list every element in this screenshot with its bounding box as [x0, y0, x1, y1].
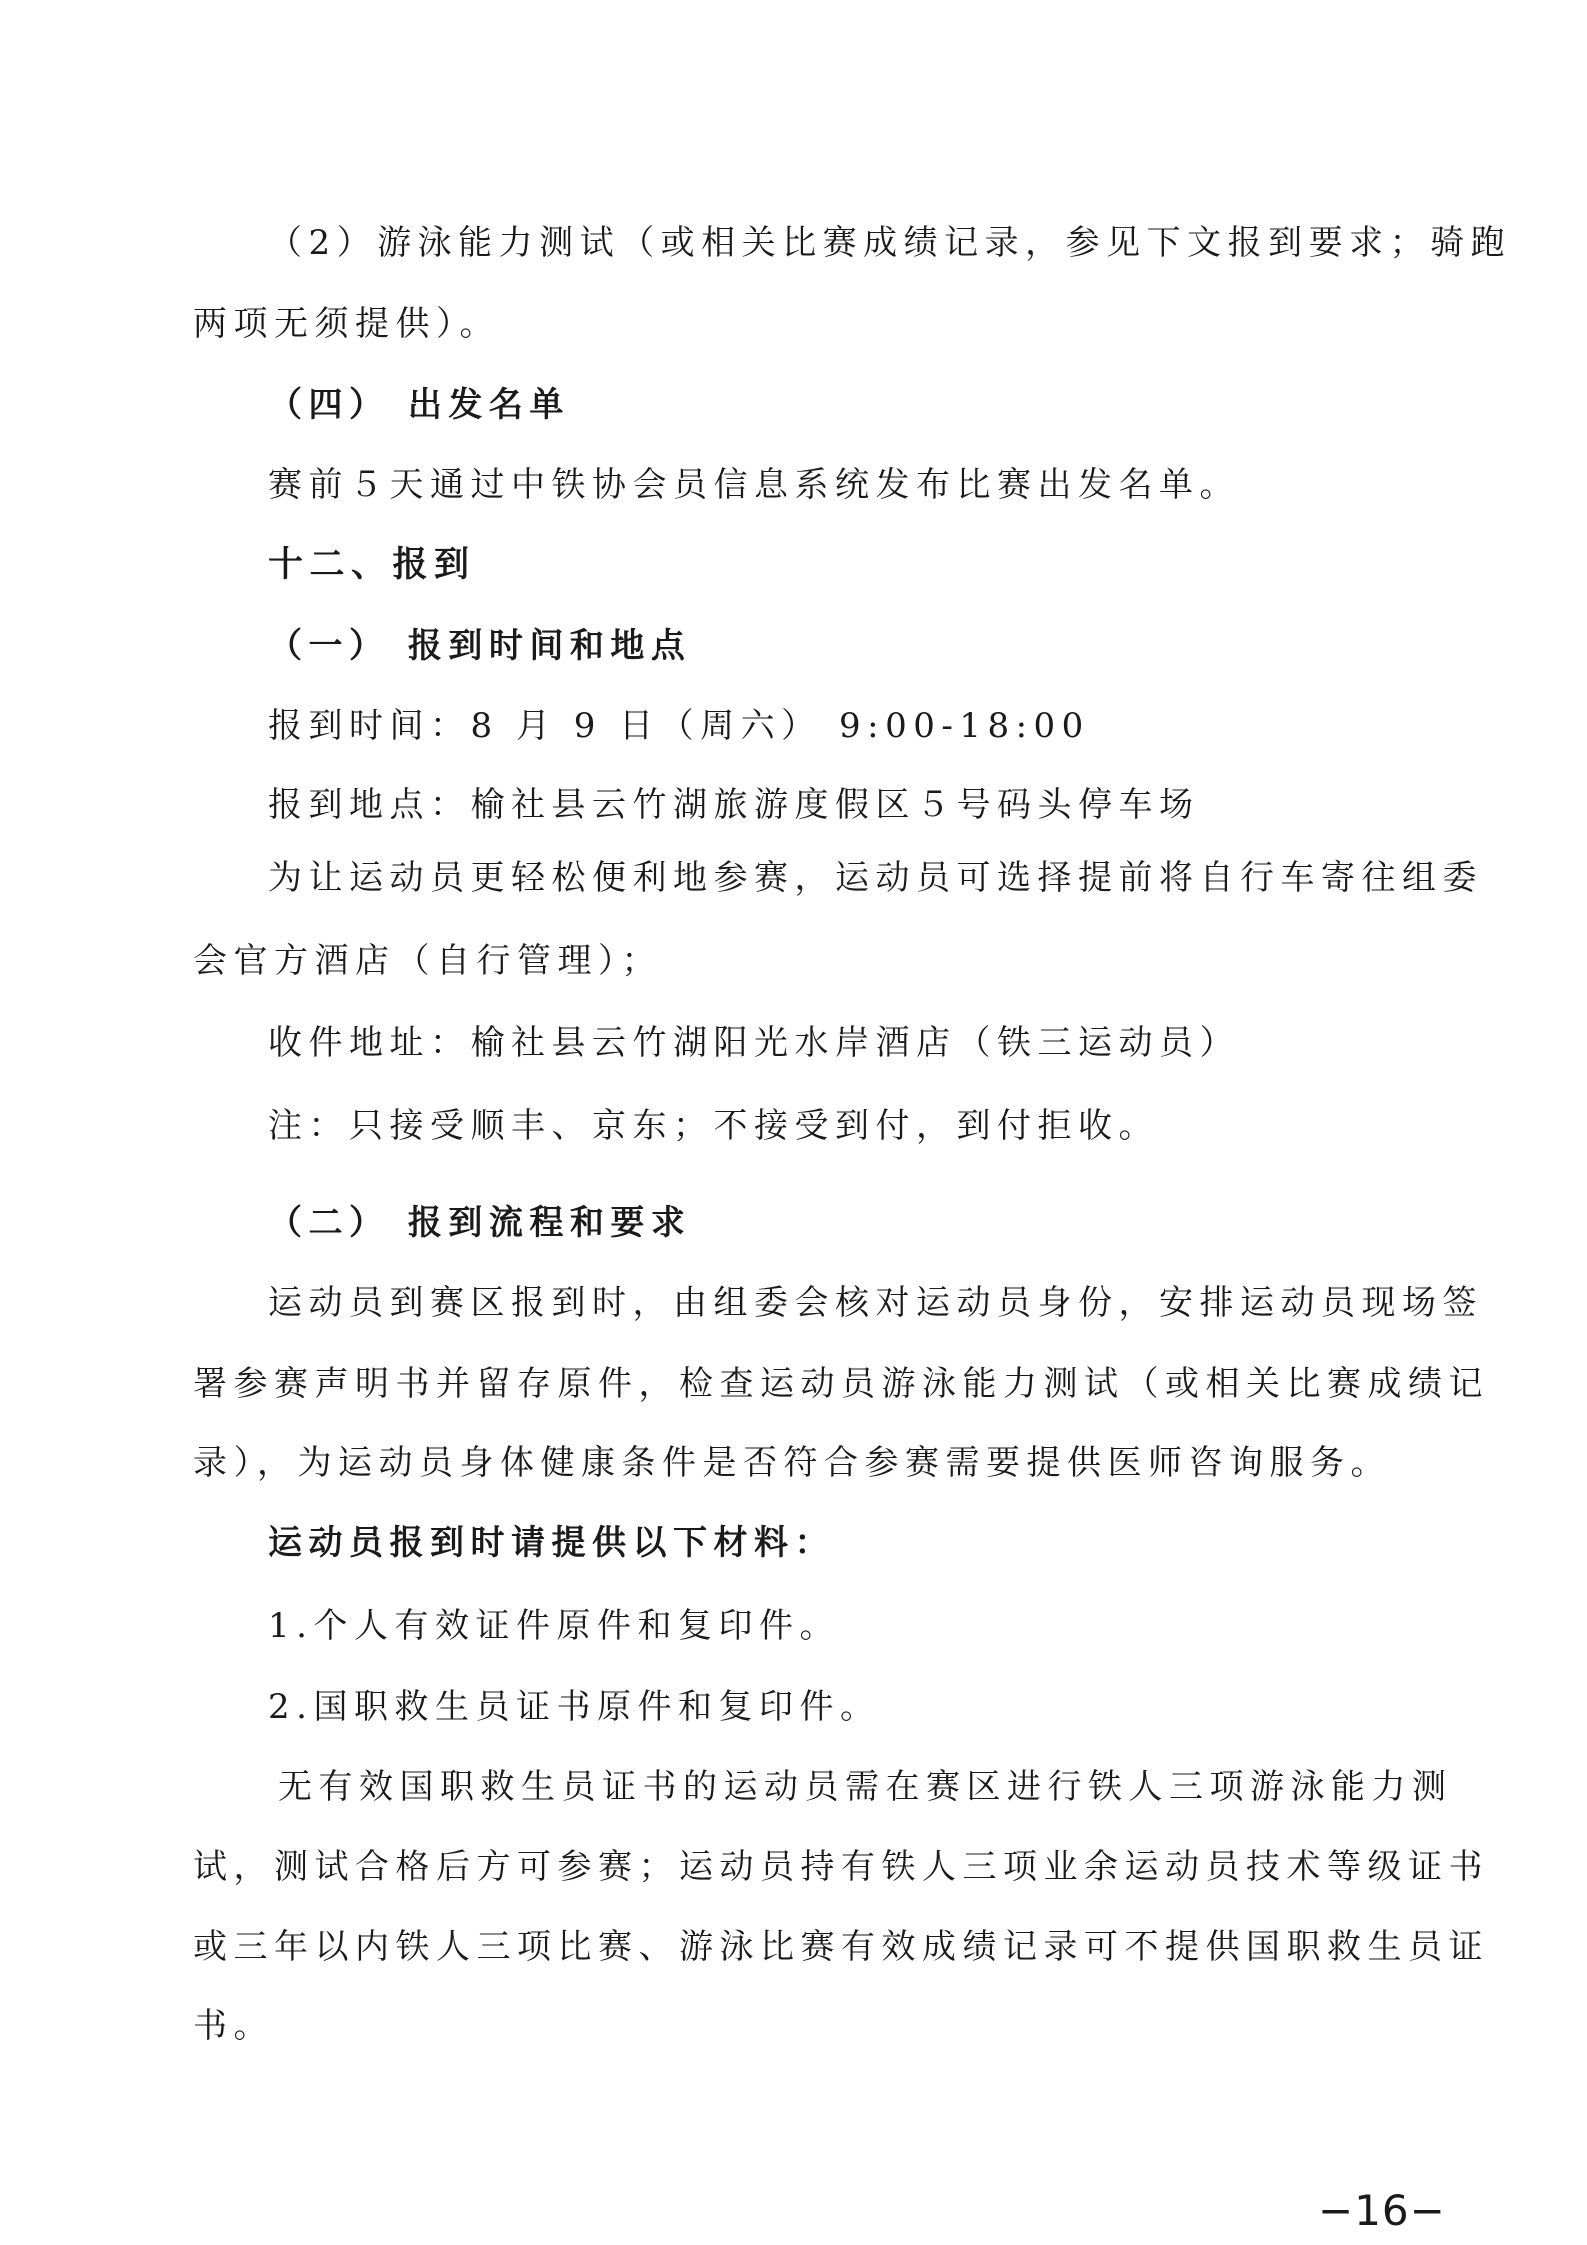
text-line-1: （2）游泳能力测试（或相关比赛成绩记录，参见下文报到要求；骑跑 — [268, 223, 1512, 263]
list-item-1: 1.个人有效证件原件和复印件。 — [268, 1606, 840, 1646]
text-line-20: 无有效国职救生员证书的运动员需在赛区进行铁人三项游泳能力测 — [278, 1767, 1453, 1807]
text-line-9: 为让运动员更轻松便利地参赛，运动员可选择提前将自行车寄往组委 — [268, 858, 1483, 898]
registration-location: 报到地点：榆社县云竹湖旅游度假区５号码头停车场 — [268, 785, 1200, 825]
text-line-21: 试，测试合格后方可参赛；运动员持有铁人三项业余运动员技术等级证书 — [193, 1847, 1489, 1887]
text-line-23: 书。 — [193, 2006, 274, 2046]
text-line-14: 运动员到赛区报到时，由组委会核对运动员身份，安排运动员现场签 — [268, 1283, 1483, 1323]
section-heading-4: （四） 出发名单 — [268, 385, 570, 425]
registration-time: 报到时间：8 月 9 日（周六） 9:00-18:00 — [268, 706, 1090, 746]
shipping-note: 注：只接受顺丰、京东；不接受到付，到付拒收。 — [268, 1106, 1159, 1146]
text-line-4: 赛前５天通过中铁协会员信息系统发布比赛出发名单。 — [268, 465, 1240, 505]
list-item-2: 2.国职救生员证书原件和复印件。 — [268, 1687, 881, 1727]
chapter-heading-12: 十二、报到 — [268, 544, 476, 585]
materials-heading: 运动员报到时请提供以下材料： — [268, 1523, 835, 1563]
section-heading-1: （一） 报到时间和地点 — [268, 626, 692, 666]
section-heading-2: （二） 报到流程和要求 — [268, 1203, 692, 1243]
text-line-15: 署参赛声明书并留存原件，检查运动员游泳能力测试（或相关比赛成绩记 — [193, 1364, 1489, 1404]
text-line-10: 会官方酒店（自行管理）； — [193, 941, 662, 981]
text-line-2: 两项无须提供）。 — [193, 304, 500, 344]
page-number: −16− — [1318, 2186, 1446, 2235]
text-line-22: 或三年以内铁人三项比赛、游泳比赛有效成绩记录可不提供国职救生员证 — [193, 1927, 1489, 1967]
text-line-16: 录），为运动员身体健康条件是否符合参赛需要提供医师咨询服务。 — [193, 1443, 1391, 1483]
shipping-address: 收件地址：榆社县云竹湖阳光水岸酒店（铁三运动员） — [268, 1023, 1240, 1063]
